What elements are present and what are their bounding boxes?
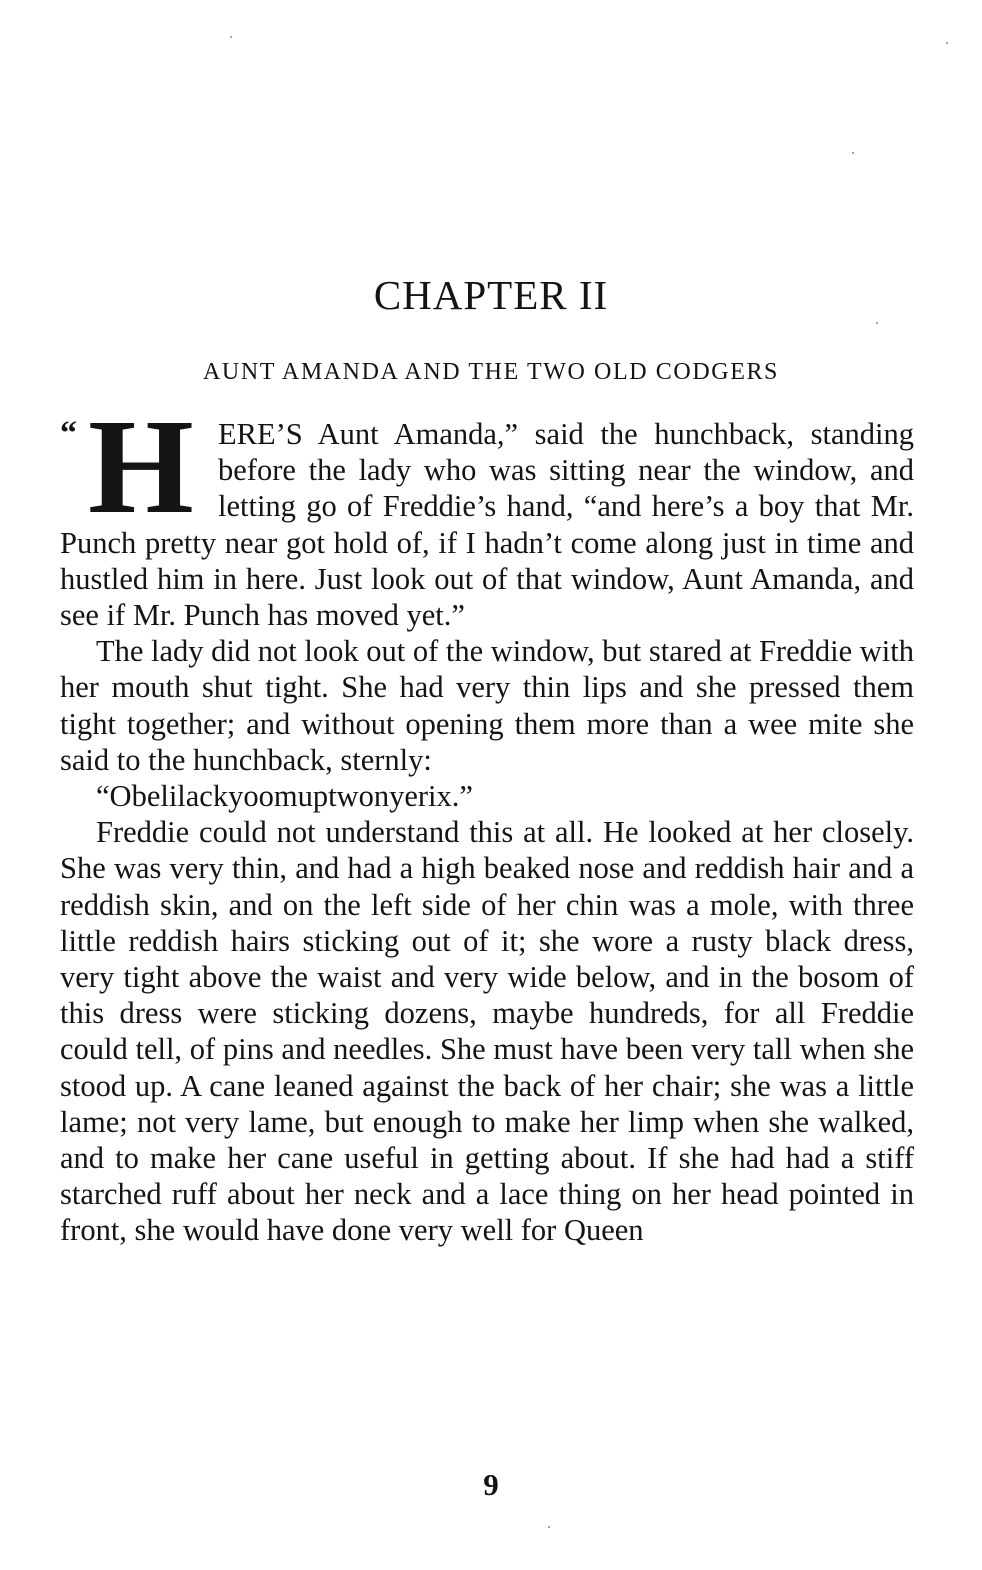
page-number: 9 [483, 1467, 499, 1502]
paragraph-4: Freddie could not understand this at all. He looked at her closely. She was very thin, and had a high beaked nose and reddish hair and a reddish skin, and on the left side of her chin was a mole, with three little reddish hairs sticking out of it; she wore a rusty black dress, very tight above the waist and very wide below, and in the bosom of this dress were sticking dozens, maybe hundreds, for all Freddie could tell, of pins and needles. She must have been very tall when she stood up. A cane leaned against the back of her chair; she was a little lame; not very lame, but enough to make her limp when she walked, and to make her cane useful in getting about. If she had had a stiff starched ruff about her neck and a lace thing on her head pointed in front, she would have done very well for Queen [60, 815, 914, 1248]
paper-speck [852, 152, 854, 154]
paper-speck [230, 36, 232, 38]
paper-speck [876, 322, 878, 324]
paragraph-1-text: ERE’S Aunt Amanda,” said the hunchback, standing before the lady who was sitting near the window, and letting go of Freddie’s hand, “and here’s a boy that Mr. Punch pretty near got hold of, if I hadn’t come along just in time and hustled him in here. Just look out of that window, Aunt Amanda, and see if Mr. Punch has moved yet.” [60, 417, 914, 633]
chapter-body [60, 392, 914, 1249]
drop-cap-block [60, 392, 214, 542]
paper-speck [548, 1526, 550, 1528]
opening-quote: “ [60, 415, 77, 452]
chapter-title: CHAPTER II [373, 272, 609, 318]
paragraph-2: The lady did not look out of the window, but stared at Freddie with her mouth shut tight. She had very thin lips and she pressed them tight together; and without opening them more than a wee mite she said to the hunchback, sternly: [60, 634, 914, 777]
paragraph-3: “Obelilackyoomuptwonyerix.” [96, 779, 473, 814]
chapter-subtitle: AUNT AMANDA AND THE TWO OLD CODGERS [202, 359, 780, 385]
paper-speck [946, 42, 948, 44]
paragraph-1 [60, 392, 914, 633]
drop-cap-letter: H [88, 392, 194, 542]
